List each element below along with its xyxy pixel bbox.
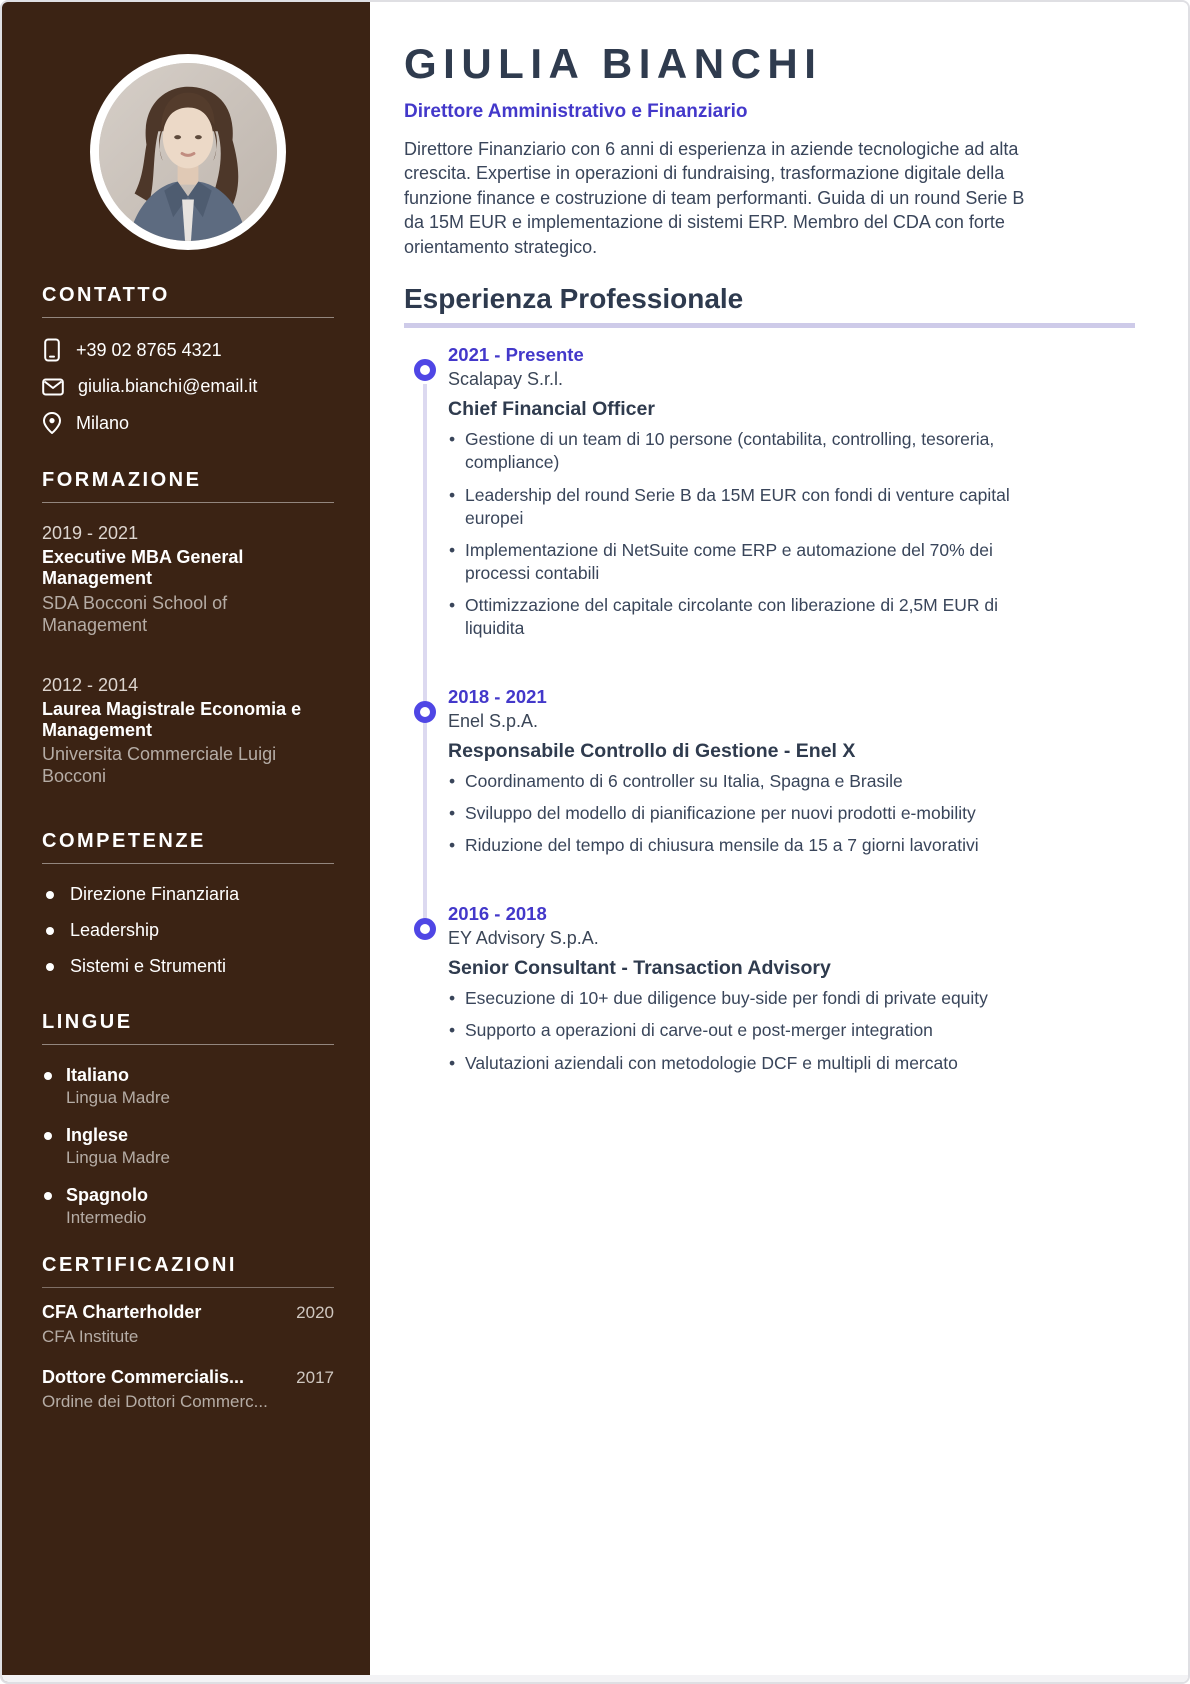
education-section xyxy=(42,469,334,788)
certification-year: 2020 xyxy=(296,1303,334,1323)
experience-bullet: • Valutazioni aziendali con metodologie DCF e multipli di mercato xyxy=(448,1052,1013,1075)
contact-location xyxy=(42,411,334,435)
timeline-marker-icon xyxy=(414,359,436,381)
education-school: SDA Bocconi School of Management xyxy=(42,592,228,635)
education-period: 2012 - 2014 xyxy=(42,674,139,695)
certification-issuer: CFA Institute xyxy=(42,1327,139,1347)
experience-period: 2018 - 2021 xyxy=(448,686,547,708)
skills-section xyxy=(42,830,334,977)
sidebar xyxy=(2,2,370,1682)
education-item xyxy=(42,675,334,789)
experience-bullet: • Coordinamento di 6 controller su Italia, Spagna e Brasile xyxy=(448,770,1013,793)
language-item xyxy=(42,1065,334,1108)
job-title: Direttore Amministrativo e Finanziario xyxy=(404,101,748,122)
language-level: Lingua Madre xyxy=(66,1088,170,1108)
contact-phone xyxy=(42,338,334,362)
experience-company: Enel S.p.A. xyxy=(448,711,539,732)
experience-company: EY Advisory S.p.A. xyxy=(448,928,599,949)
timeline-line xyxy=(423,384,427,924)
page-title: GIULIA BIANCHI xyxy=(404,40,823,87)
experience-role: Senior Consultant - Transaction Advisory xyxy=(448,957,831,980)
phone-text: +39 02 8765 4321 xyxy=(76,339,222,360)
experience-bullet: • Gestione di un team di 10 persone (contabilita, controlling, tesoreria, compliance) xyxy=(448,428,1013,474)
experience-bullet: • Leadership del round Serie B da 15M EUR con fondi di venture capital europei xyxy=(448,484,1013,530)
skill-item: Direzione Finanziaria xyxy=(42,884,334,905)
divider xyxy=(42,1287,334,1288)
avatar xyxy=(99,63,277,241)
education-school: Universita Commerciale Luigi Bocconi xyxy=(42,744,277,787)
experience-bullets xyxy=(448,428,1013,640)
language-name: Inglese xyxy=(66,1125,129,1146)
phone-icon xyxy=(42,338,62,362)
education-degree: Executive MBA General Management xyxy=(42,547,244,589)
language-level: Lingua Madre xyxy=(66,1148,170,1168)
language-level: Intermedio xyxy=(66,1208,147,1228)
divider xyxy=(42,317,334,318)
education-item xyxy=(42,523,334,637)
languages-section xyxy=(42,1011,334,1228)
divider xyxy=(42,863,334,864)
experience-bullet: • Implementazione di NetSuite come ERP e automazione del 70% dei processi contabili xyxy=(448,539,1013,585)
certification-name: CFA Charterholder xyxy=(42,1302,202,1323)
profile-summary: Direttore Finanziario con 6 anni di esperienza in aziende tecnologiche ad alta crescita. Expertise in operazioni di fundraising, trasformazione digitale della funzione finance e costruzione di team performanti. Guida di un round Serie B da 15M EUR e implementazione di sistemi ERP. Membro del CDA con forte orientamento strategico. xyxy=(404,139,1025,257)
education-period: 2019 - 2021 xyxy=(42,523,139,543)
experience-role: Chief Financial Officer xyxy=(448,398,655,421)
experience-bullet: • Ottimizzazione del capitale circolante con liberazione di 2,5M EUR di liquidita xyxy=(448,594,1013,640)
contact-email xyxy=(42,376,334,397)
experience-bullet: • Riduzione del tempo di chiusura mensile da 15 a 7 giorni lavorativi xyxy=(448,834,1013,857)
certification-name: Dottore Commercialis... xyxy=(42,1367,245,1388)
main-content xyxy=(370,2,1188,1682)
certifications-heading: CERTIFICAZIONI xyxy=(42,1254,237,1277)
timeline-marker-icon xyxy=(414,918,436,940)
experience-entry xyxy=(448,686,1135,857)
certification-issuer: Ordine dei Dottori Commerc... xyxy=(42,1392,268,1412)
language-name: Spagnolo xyxy=(66,1185,148,1206)
location-pin-icon xyxy=(42,411,62,435)
languages-heading: LINGUE xyxy=(42,1011,133,1034)
experience-entry xyxy=(448,344,1135,640)
timeline-marker-icon xyxy=(414,701,436,723)
profile-photo xyxy=(90,54,286,250)
skill-item: Sistemi e Strumenti xyxy=(42,956,334,977)
education-degree: Laurea Magistrale Economia e Management xyxy=(42,698,302,741)
heading-underline xyxy=(404,323,1135,328)
experience-timeline xyxy=(404,344,1135,1074)
experience-bullets xyxy=(448,770,1013,857)
skill-item: Leadership xyxy=(42,920,334,941)
experience-bullets xyxy=(448,987,1013,1074)
contact-heading: CONTATTO xyxy=(42,284,170,306)
experience-bullet: • Sviluppo del modello di pianificazione per nuovi prodotti e-mobility xyxy=(448,802,1013,825)
experience-company: Scalapay S.r.l. xyxy=(448,369,564,390)
certification-year: 2017 xyxy=(296,1368,334,1388)
education-heading: FORMAZIONE xyxy=(42,469,202,491)
language-name: Italiano xyxy=(66,1065,130,1086)
certifications-section xyxy=(42,1254,334,1412)
experience-period: 2016 - 2018 xyxy=(448,903,547,925)
divider xyxy=(42,1044,334,1045)
certification-item xyxy=(42,1367,334,1412)
language-item xyxy=(42,1185,334,1228)
experience-role: Responsabile Controllo di Gestione - Enel X xyxy=(448,740,856,763)
language-item xyxy=(42,1125,334,1168)
experience-entry xyxy=(448,903,1135,1074)
skills-heading: COMPETENZE xyxy=(42,830,206,853)
divider xyxy=(42,502,334,503)
envelope-icon xyxy=(42,378,64,396)
experience-bullet: • Esecuzione di 10+ due diligence buy-side per fondi di private equity xyxy=(448,987,1013,1010)
certification-item xyxy=(42,1302,334,1347)
experience-bullet: • Supporto a operazioni di carve-out e post-merger integration xyxy=(448,1019,1013,1042)
email-text: giulia.bianchi@email.it xyxy=(78,376,258,396)
experience-period: 2021 - Presente xyxy=(448,344,584,366)
experience-heading: Esperienza Professionale xyxy=(404,283,744,315)
location-text: Milano xyxy=(76,412,130,433)
contact-section xyxy=(42,284,334,435)
